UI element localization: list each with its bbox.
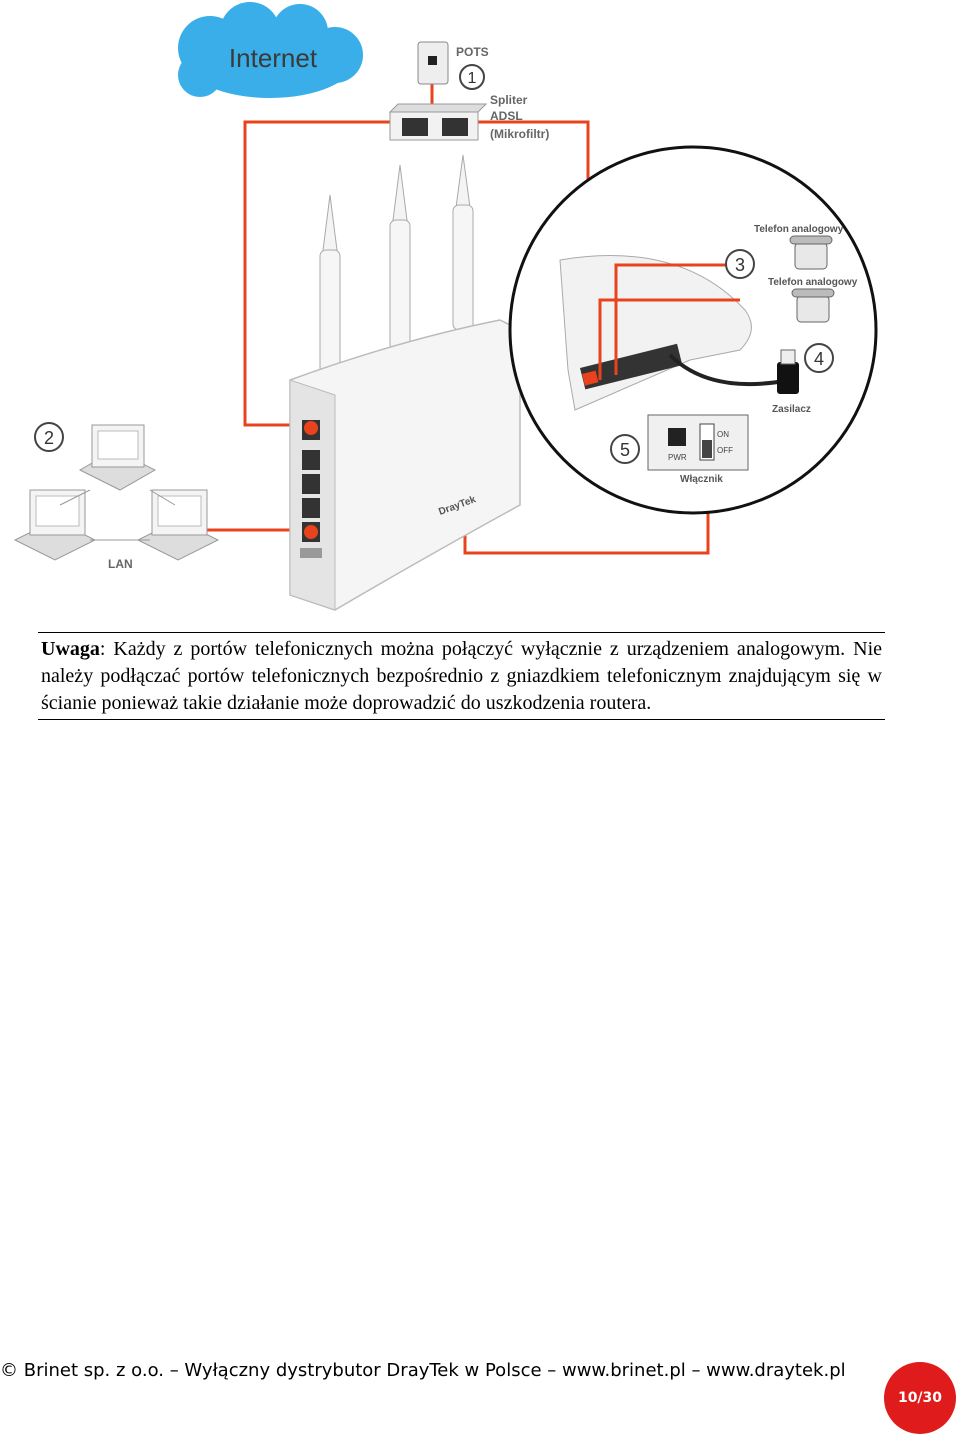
- phone-icon: [792, 289, 834, 322]
- lan-computers: [15, 423, 218, 571]
- rear-panel-zoom: [510, 147, 876, 513]
- adsl-splitter: [390, 93, 549, 141]
- router: [290, 155, 520, 610]
- svg-text:OFF: OFF: [717, 446, 733, 455]
- svg-text:ON: ON: [717, 430, 729, 439]
- warning-note: [38, 632, 885, 720]
- svg-text:PWR: PWR: [668, 453, 687, 462]
- pots-socket: [418, 42, 489, 89]
- power-switch: [648, 415, 748, 470]
- svg-text:1: 1: [467, 70, 477, 87]
- svg-text:2: 2: [43, 428, 55, 448]
- computer-icon: [80, 425, 155, 490]
- svg-text:5: 5: [619, 440, 631, 460]
- connection-diagram: [0, 0, 960, 615]
- svg-text:Włącznik: Włącznik: [680, 474, 723, 485]
- computer-icon: [15, 490, 95, 560]
- pots-label: POTS: [456, 45, 489, 59]
- svg-text:Spliter: Spliter: [490, 93, 528, 107]
- internet-label: Internet: [228, 43, 318, 73]
- internet-cloud: [178, 2, 363, 98]
- note-text: : Każdy z portów telefonicznych można połączyć wyłącznie z urządzeniem analogowym. Nie należy podłączać portów telefonicznych bezpośrednio z gniazdkiem telefonicznym znajdującym się w ścianie ponieważ takie działanie może doprowadzić do uszkodzenia routera.: [41, 638, 882, 714]
- svg-text:Zasilacz: Zasilacz: [772, 404, 811, 415]
- note-label: Uwaga: [41, 638, 100, 660]
- svg-text:Telefon analogowy: Telefon analogowy: [768, 277, 858, 288]
- page-number-badge: 10/30: [884, 1362, 956, 1434]
- page-footer: © Brinet sp. z o.o. – Wyłączny dystrybutor DrayTek w Polsce – www.brinet.pl – www.draytek.pl: [0, 1360, 846, 1381]
- svg-text:4: 4: [813, 349, 825, 369]
- svg-text:3: 3: [734, 255, 746, 275]
- svg-text:Telefon analogowy: Telefon analogowy: [754, 224, 844, 235]
- svg-text:DrayTek: DrayTek: [437, 494, 478, 518]
- svg-text:ADSL: ADSL: [490, 109, 523, 123]
- svg-text:(Mikrofiltr): (Mikrofiltr): [490, 127, 550, 141]
- lan-label: LAN: [108, 557, 133, 571]
- computer-icon: [138, 490, 218, 560]
- phone-icon: [790, 236, 832, 269]
